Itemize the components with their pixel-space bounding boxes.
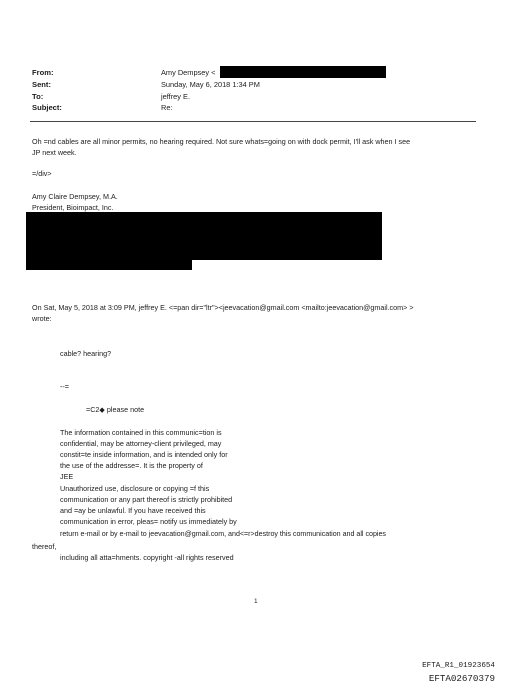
signature-title: President, Bioimpact, Inc.: [32, 203, 114, 212]
disclaimer-line-1: The information contained in this communic=tion is: [60, 428, 222, 437]
disclaimer-line-6: Unauthorized use, disclosure or copying =f this: [60, 484, 210, 493]
quoted-question: cable? hearing?: [60, 349, 112, 358]
div-tag-text: =/div>: [32, 169, 52, 178]
body-line-1: Oh =nd cables are all minor permits, no hearing required. Not sure whats=going on with dock permit, I'll ask when I see: [32, 137, 411, 146]
sent-value: Sunday, May 6, 2018 1:34 PM: [161, 80, 260, 89]
disclaimer-line-9: communication in error, pleas= notify us immediately by: [60, 517, 237, 526]
disclaimer-line-8: and =ay be unlawful. If you have received this: [60, 506, 206, 515]
from-label: From:: [32, 68, 54, 77]
sent-label: Sent:: [32, 80, 51, 89]
quoted-note: =C2◆ please note: [86, 405, 145, 414]
quoted-separator: --=: [60, 382, 69, 391]
subject-label: Subject:: [32, 103, 62, 112]
disclaimer-thereof: thereof,: [32, 542, 57, 551]
disclaimer-line-5: JEE: [60, 472, 74, 481]
redaction-from-email: [220, 66, 386, 78]
bates-number-secondary: EFTA02670379: [428, 673, 495, 684]
disclaimer-line-2: confidential, may be attorney-client privileged, may: [60, 439, 222, 448]
disclaimer-line-3: constit=te inside information, and is intended only for: [60, 450, 228, 459]
subject-value: Re:: [161, 103, 173, 112]
page-number: 1: [254, 598, 258, 605]
body-line-2: JP next week.: [32, 148, 77, 157]
redaction-signature-block-tail: [26, 259, 192, 270]
header-divider: [30, 121, 476, 122]
disclaimer-line-4: the use of the addresse=. It is the property of: [60, 461, 203, 470]
disclaimer-final-line: including all atta=hments. copyright -all rights reserved: [60, 553, 234, 562]
quoted-intro-wrote: wrote:: [32, 314, 52, 323]
signature-name: Amy Claire Dempsey, M.A.: [32, 192, 118, 201]
to-label: To:: [32, 92, 44, 101]
disclaimer-line-7: communication or any part thereof is strictly prohibited: [60, 495, 233, 504]
quoted-intro-line: On Sat, May 5, 2018 at 3:09 PM, jeffrey E. <=pan dir="ltr"><jeevacation@gmail.com <mailto:jeevacation@gmail.com> >: [32, 303, 414, 312]
disclaimer-line-10: return e-mail or by e-mail to jeevacation@gmail.com, and<=r>destroy this communication and all copies: [60, 530, 386, 538]
redaction-signature-block: [26, 212, 382, 260]
from-value: Amy Dempsey <: [161, 68, 216, 77]
bates-number-primary: EFTA_R1_01923654: [422, 662, 495, 670]
to-value: jeffrey E.: [161, 92, 191, 101]
